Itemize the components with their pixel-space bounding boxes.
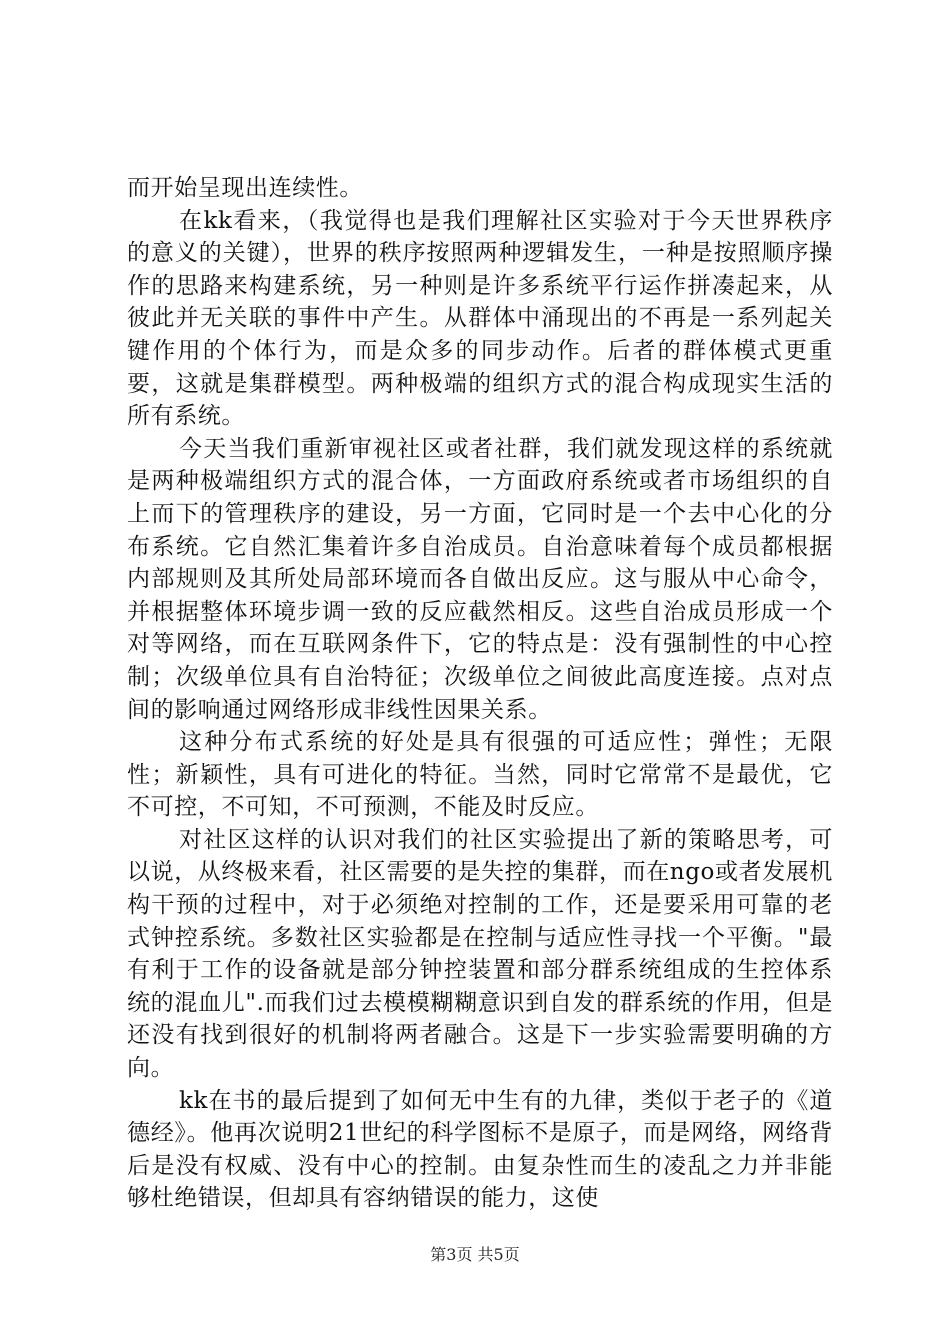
paragraph-nine-laws: kk在书的最后提到了如何无中生有的九律，类似于老子的《道德经》。他再次说明21世纪的科学图标不是原子，而是网络，网络背后是没有权威、没有中心的控制。由复杂性而生的凌乱之力并非能够杜绝错误，但却具有容纳错误的能力，这使: [127, 1087, 833, 1212]
body-text: [127, 172, 833, 1215]
paragraph-continuation: 而开始呈现出连续性。: [127, 175, 363, 201]
paragraph-distributed-benefits: 这种分布式系统的好处是具有很强的可适应性；弹性；无限性；新颖性，具有可进化的特征。当然，同时它常常不是最优，它不可控，不可知，不可预测，不能及时反应。: [127, 729, 833, 821]
paragraph-order-logic: 在kk看来，（我觉得也是我们理解社区实验对于今天世界秩序的意义的关键），世界的秩序按照两种逻辑发生，一种是按照顺序操作的思路来构建系统，另一种则是许多系统平行运作拼凑起来，从彼此并无关联的事件中产生。从群体中涌现出的不再是一系列起关键作用的个体行为，而是众多的同步动作。后者的群体模式更重要，这就是集群模型。两种极端的组织方式的混合构成现实生活的所有系统。: [127, 207, 833, 430]
page-number-footer: 第3页 共5页: [430, 1245, 520, 1264]
paragraph-community-review: 今天当我们重新审视社区或者社群，我们就发现这样的系统就是两种极端组织方式的混合体，一方面政府系统或者市场组织的自上而下的管理秩序的建设，另一方面，它同时是一个去中心化的分布系统。它自然汇集着许多自治成员。自治意味着每个成员都根据内部规则及其所处局部环境而各自做出反应。这与服从中心命令，并根据整体环境步调一致的反应截然相反。这些自治成员形成一个对等网络，而在互联网条件下，它的特点是：没有强制性的中心控制；次级单位具有自治特征；次级单位之间彼此高度连接。点对点间的影响通过网络形成非线性因果关系。: [127, 435, 833, 723]
paragraph-strategy: 对社区这样的认识对我们的社区实验提出了新的策略思考，可以说，从终极来看，社区需要的是失控的集群，而在ngo或者发展机构干预的过程中，对于必须绝对控制的工作，还是要采用可靠的老式钟控系统。多数社区实验都是在控制与适应性寻找一个平衡。"最有利于工作的设备就是部分钟控装置和部分群系统组成的生控体系统的混血儿".而我们过去模模糊糊意识到自发的群系统的作用，但是还没有找到很好的机制将两者融合。这是下一步实验需要明确的方向。: [127, 826, 833, 1082]
